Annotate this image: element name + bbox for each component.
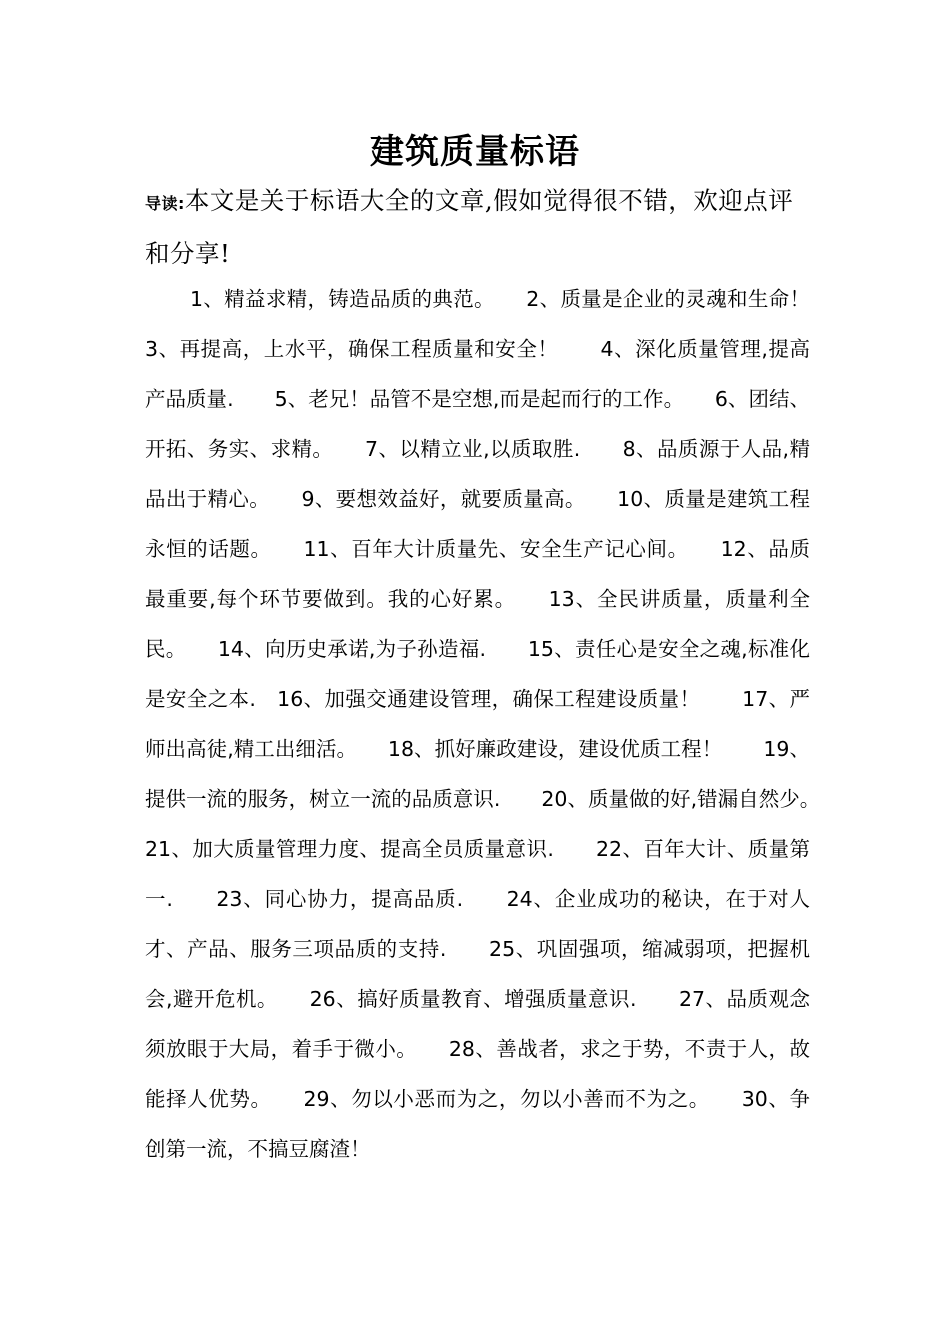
intro-label: 导读: — [145, 194, 185, 213]
intro-paragraph — [145, 176, 810, 279]
slogan-body-paragraph: 1、精益求精，铸造品质的典范。 2、质量是企业的灵魂和生命！ 3、再提高，上水平，确保工程质量和安全！ 4、深化质量管理,提高产品质量. 5、老兄！品管不是空想,而是起而行的工作。 6、团结、开拓、务实、求精。 7、以精立业,以质取胜. 8、品质源于人品,精品出于精心。 9、要想效益好，就要质量高。 10、质量是建筑工程永恒的话题。 11、百年大计质量先、安全生产记心间。 12、品质最重要,每个环节要做到。我的心好累。 13、全民讲质量，质量利全民。 14、向历史承诺,为子孙造福. 15、责任心是安全之魂,标准化是安全之本. 16、加强交通建设管理，确保工程建设质量！ 17、严师出高徒,精工出细活。 18、抓好廉政建设，建设优质工程！ 19、提供一流的服务，树立一流的品质意识. 20、质量做的好,错漏自然少。 21、加大质量管理力度、提高全员质量意识. 22、百年大计、质量第一. 23、同心协力，提高品质. 24、企业成功的秘诀，在于对人才、产品、服务三项品质的支持. 25、巩固强项，缩减弱项，把握机会,避开危机。 26、搞好质量教育、增强质量意识. 27、品质观念须放眼于大局，着手于微小。 28、善战者，求之于势，不责于人，故能择人优势。 29、勿以小恶而为之，勿以小善而不为之。 30、争创第一流，不搞豆腐渣！ — [145, 287, 851, 1161]
intro-text: 本文是关于标语大全的文章,假如觉得很不错，欢迎点评和分享! — [145, 186, 794, 268]
document-title: 建筑质量标语 — [370, 132, 580, 172]
